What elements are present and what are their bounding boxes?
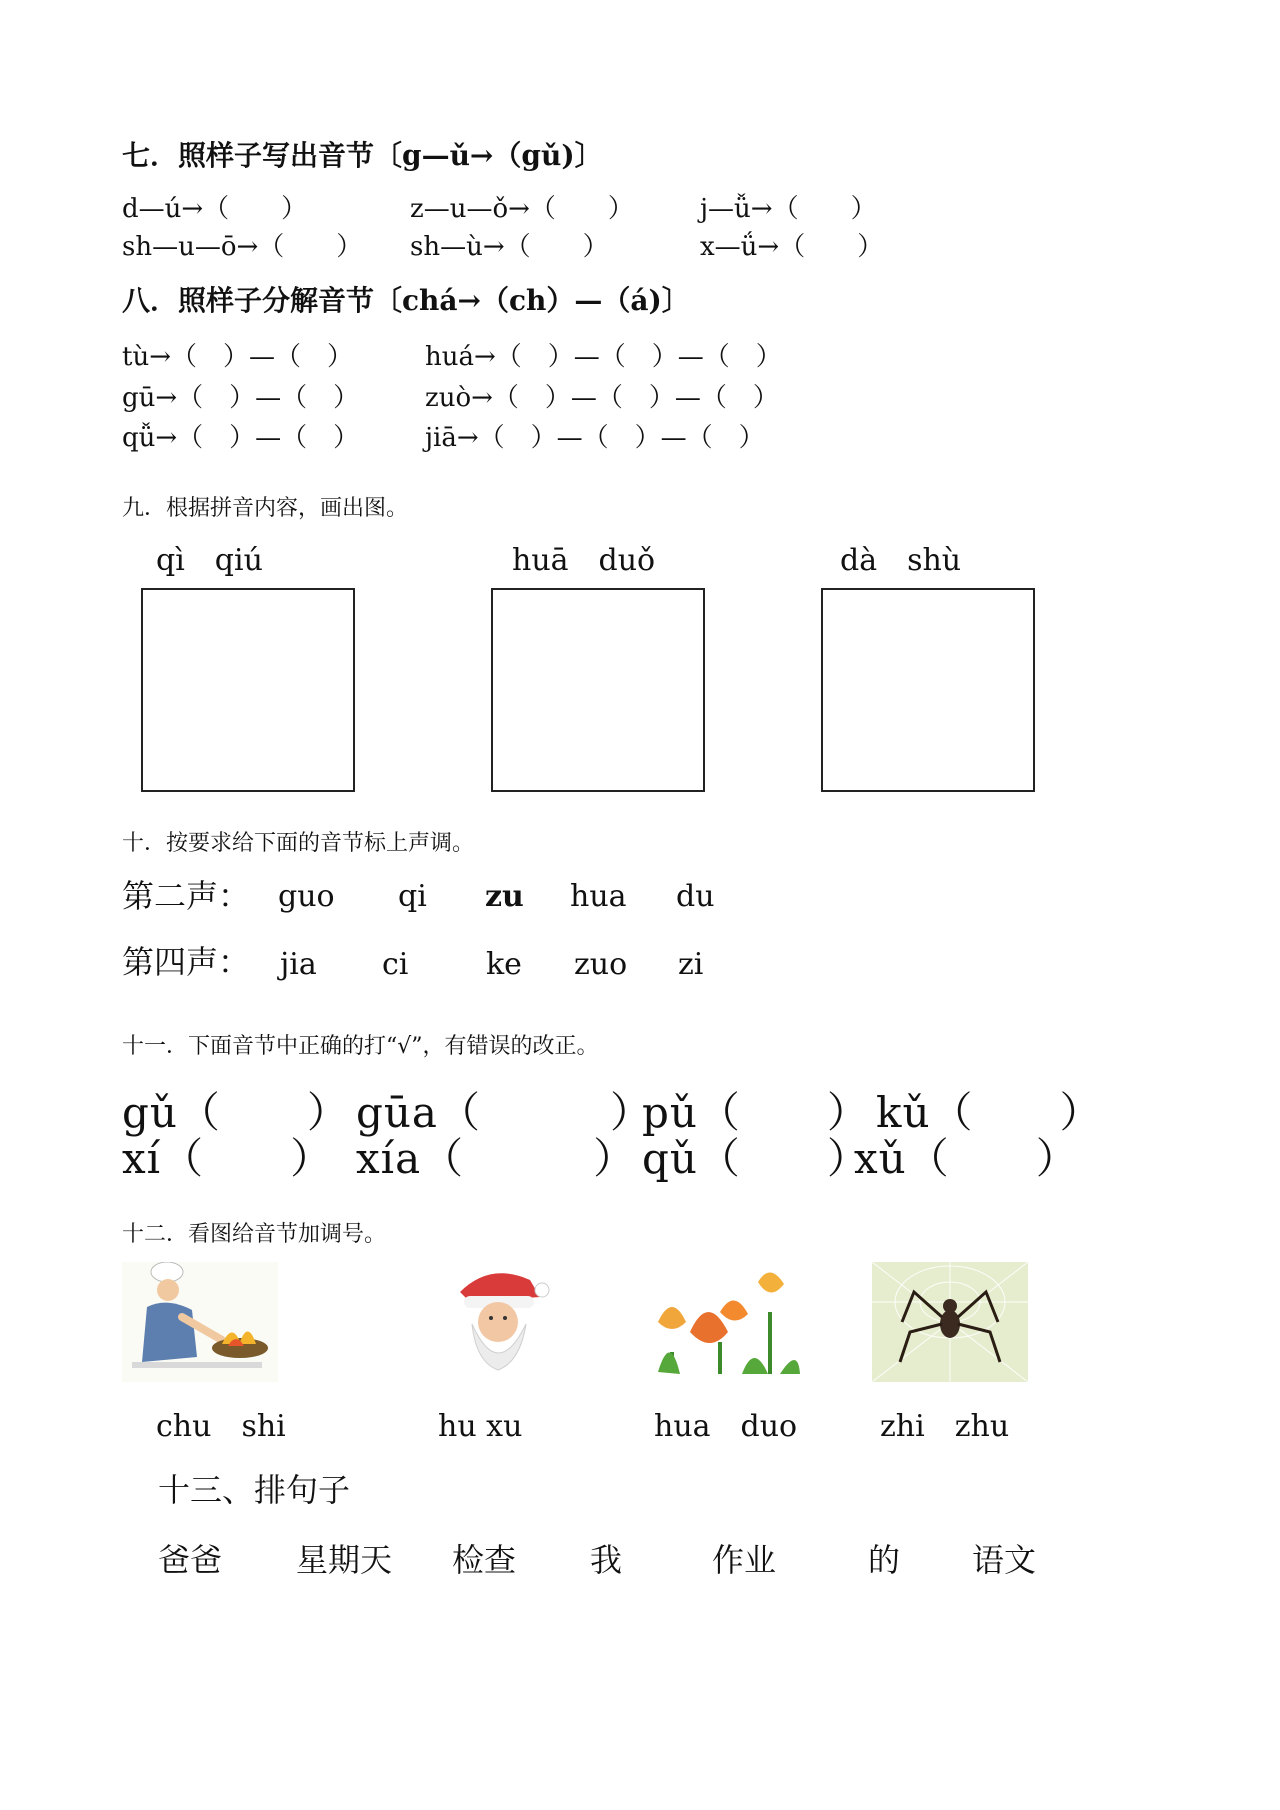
santa-beard-icon [430,1262,586,1382]
tone-word: zuo [574,947,628,982]
section13-title: 十三、排句子 [158,1471,351,1509]
sec7-item: sh—ù→（ ） [410,232,609,262]
sec11-item: gūa（ ） [356,1088,653,1137]
sec8-right-item: huá→（ ）—（ ）—（ ） [425,342,782,372]
sec7-item: x—ǘ→（ ） [700,232,884,262]
tone-word: qi [398,879,427,914]
section11-title: 十一．下面音节中正确的打“√”，有错误的改正。 [122,1034,599,1059]
tone-word: jia [280,947,317,982]
tone-word: ke [486,947,522,982]
sec12-pinyin: hu xu [438,1409,523,1444]
sec11-item: xí（ ） [122,1134,334,1183]
sec7-item: z—u—ǒ→（ ） [410,194,634,224]
section8-title: 八．照样子分解音节〔chá→（ch）—（á)〕 [122,284,690,317]
sec11-item: kǔ（ ） [876,1088,1103,1137]
chef-cooking-icon [122,1262,278,1382]
sec8-left-item: qǚ→（ ）—（ ） [122,423,360,453]
tulips-icon [650,1262,806,1382]
tone-word: du [676,879,715,914]
section12-title: 十二．看图给音节加调号。 [122,1222,387,1247]
drawing-box[interactable] [491,588,705,792]
drawing-box[interactable] [141,588,355,792]
spider-icon [872,1262,1028,1382]
drawing-box[interactable] [821,588,1035,792]
tone-word: hua [570,879,627,914]
section10-title: 十．按要求给下面的音节标上声调。 [122,831,475,856]
sec9-pinyin: huā duǒ [512,543,656,578]
sec7-item: d—ú→（ ） [122,194,308,224]
tone-word: ci [382,947,409,982]
sec11-item: xía（ ） [356,1134,637,1183]
sec11-item: pǔ（ ） [642,1088,870,1137]
sec7-item: sh—u—ō→（ ） [122,232,363,262]
sec11-item: qǔ（ ） [642,1134,870,1183]
sec12-pinyin: zhi zhu [880,1409,1010,1444]
sentence-word: 检查 [452,1541,517,1579]
sec8-left-item: tù→（ ）—（ ） [122,342,353,372]
sec11-item: gǔ（ ） [122,1088,350,1137]
section9-title: 九．根据拼音内容，画出图。 [122,496,409,521]
sec12-pinyin: chu shi [156,1409,286,1444]
tone-word: guo [278,879,335,914]
sec11-item: xǔ（ ） [854,1134,1079,1183]
tone-label: 第二声： [122,877,251,915]
sentence-word: 语文 [972,1541,1037,1579]
sec8-left-item: gū→（ ）—（ ） [122,383,360,413]
sec12-pinyin: hua duo [654,1409,798,1444]
section7-title: 七．照样子写出音节〔g—ǔ→（gǔ)〕 [122,139,603,172]
sentence-word: 作业 [712,1541,777,1579]
tone-word: zu [485,879,524,914]
tone-word: zi [678,947,704,982]
sec8-right-item: zuò→（ ）—（ ）—（ ） [425,383,779,413]
sentence-word: 的 [868,1541,901,1579]
sentence-word: 星期天 [296,1541,393,1579]
sentence-word: 我 [590,1541,623,1579]
tone-label: 第四声： [122,943,251,981]
sec7-item: j—ǚ→（ ） [700,194,877,224]
sentence-word: 爸爸 [158,1541,223,1579]
sec9-pinyin: qì qiú [156,543,263,578]
sec9-pinyin: dà shù [840,543,962,578]
sec8-right-item: jiā→（ ）—（ ）—（ ） [425,423,765,453]
